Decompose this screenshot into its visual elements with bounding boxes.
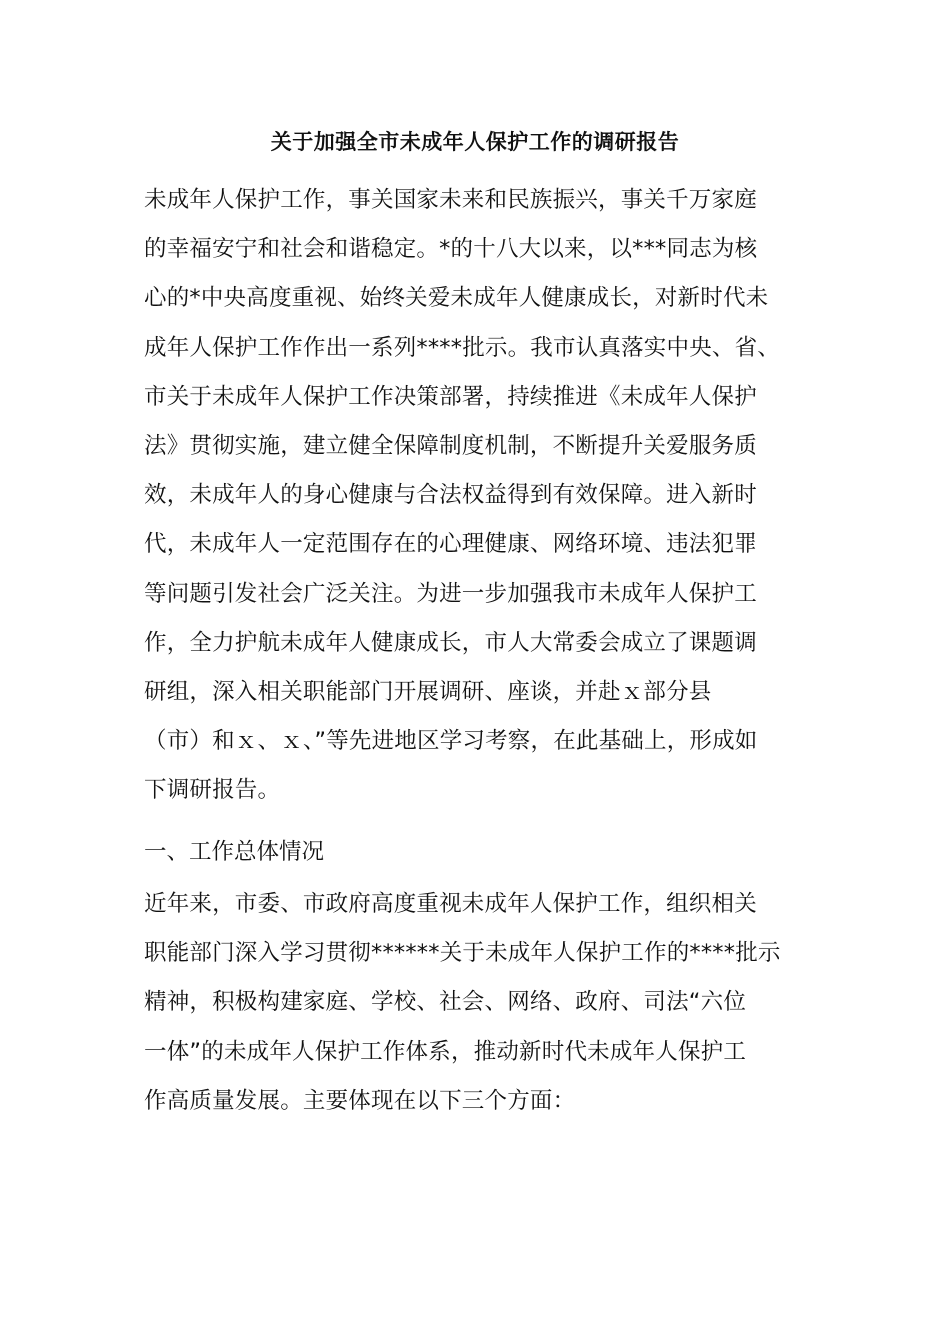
section-heading: 一、工作总体情况: [144, 839, 325, 865]
paragraph-line: 作，全力护航未成年人健康成长，市人大常委会成立了课题调: [144, 629, 757, 656]
paragraph-line: （市）和ｘ、ｘ、”等先进地区学习考察，在此基础上，形成如: [144, 728, 758, 755]
paragraph-line: 未成年人保护工作，事关国家未来和民族振兴，事关千万家庭: [144, 187, 757, 213]
section1-paragraph: [144, 880, 824, 1126]
paragraph-line: 代，未成年人一定范围存在的心理健康、网络环境、违法犯罪: [144, 531, 757, 558]
paragraph-line: 近年来，市委、市政府高度重视未成年人保护工作，组织相关: [144, 891, 757, 917]
document-title: 关于加强全市未成年人保护工作的调研报告: [270, 130, 680, 154]
paragraph-line: 职能部门深入学习贯彻******关于未成年人保护工作的****批示: [144, 940, 781, 967]
paragraph-line: 研组，深入相关职能部门开展调研、座谈，并赴ｘ部分县: [144, 678, 712, 705]
paragraph-line: 法》贯彻实施，建立健全保障制度机制，不断提升关爱服务质: [144, 432, 757, 459]
paragraph-line: 作高质量发展。主要体现在以下三个方面：: [144, 1087, 576, 1114]
paragraph-line: 的幸福安宁和社会和谐稳定。*的十八大以来，以***同志为核: [144, 236, 758, 263]
paragraph-line: 等问题引发社会广泛关注。为进一步加强我市未成年人保护工: [144, 580, 757, 607]
paragraph-line: 心的*中央高度重视、始终关爱未成年人健康成长，对新时代未: [144, 285, 769, 312]
paragraph-line: 成年人保护工作作出一系列****批示。我市认真落实中央、省、: [144, 334, 781, 361]
intro-paragraph: [144, 176, 824, 815]
paragraph-line: 精神，积极构建家庭、学校、社会、网络、政府、司法“六位: [144, 989, 747, 1016]
paragraph-line: 一体”的未成年人保护工作体系，推动新时代未成年人保护工: [144, 1038, 747, 1065]
paragraph-line: 下调研报告。: [144, 777, 281, 804]
paragraph-line: 市关于未成年人保护工作决策部署，持续推进《未成年人保护: [144, 383, 757, 410]
paragraph-line: 效，未成年人的身心健康与合法权益得到有效保障。进入新时: [144, 482, 757, 509]
